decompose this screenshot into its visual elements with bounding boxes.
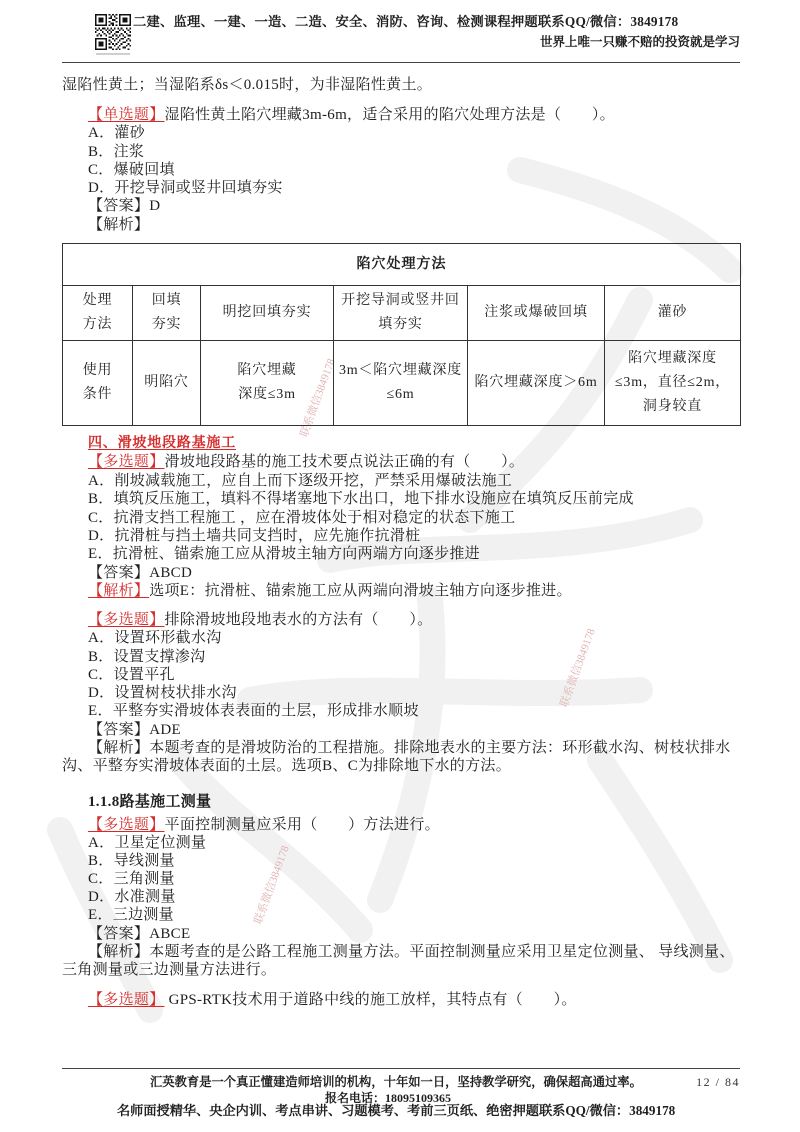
option-c: C．三角测量 <box>88 871 175 888</box>
question-5 <box>62 991 740 1009</box>
option-a: A．卫星定位测量 <box>88 835 207 852</box>
table-title: 陷穴处理方法 <box>63 244 741 286</box>
option-a: A．削坡减载施工，应自上而下逐级开挖，严禁采用爆破法施工 <box>88 472 513 489</box>
answer: 【答案】ADE <box>88 721 181 738</box>
watermark-text: 联系微信3849178 <box>558 627 598 709</box>
cell-line: 3m＜陷穴埋藏深度 <box>338 363 463 378</box>
option-d: D．水准测量 <box>88 889 176 906</box>
analysis-label: 【解析】 <box>88 583 150 600</box>
option-d: D．设置树枝状排水沟 <box>88 685 237 702</box>
question-text: 滑坡地段路基的施工技术要点说法正确的有（ ）。 <box>164 454 525 471</box>
section-heading <box>62 434 740 453</box>
question-text: GPS-RTK技术用于道路中线的施工放样，其特点有（ ）。 <box>164 992 577 1008</box>
table-cell <box>334 286 468 341</box>
footer-divider <box>62 1068 740 1069</box>
question-1 <box>62 106 740 234</box>
question-3 <box>62 611 740 776</box>
option-e: E．抗滑桩、锚索施工应从滑坡主轴方向两端方向逐步推进 <box>88 546 480 563</box>
question-type-label: 【多选题】 <box>88 612 165 628</box>
cell-line: 填夯实 <box>378 317 423 332</box>
cell-line: ≤3m，直径≤2m， <box>614 375 731 390</box>
table-cell <box>605 341 741 426</box>
analysis-text: 本题考查的是公路工程施工测量方法。平面控制测量应采用卫星定位测量、 导线测量、三角测量或三边测量方法进行。 <box>62 943 735 978</box>
sinkhole-treatment-table <box>62 243 741 426</box>
answer: 【答案】ABCE <box>88 925 191 942</box>
table-cell <box>334 341 468 426</box>
option-d: D．抗滑桩与挡土墙共同支挡时，应先施作抗滑桩 <box>88 528 421 545</box>
cell-line: 处理 <box>82 293 113 308</box>
table-cell-row-label <box>63 286 133 341</box>
option-d: D．开挖导洞或竖井回填夯实 <box>88 180 283 197</box>
option-b: B．填筑反压施工，填料不得堵塞地下水出口，地下排水设施应在填筑反压前完成 <box>88 491 634 508</box>
header-contact-line: 二建、监理、一建、一造、二造、安全、消防、咨询、检测课程押题联系QQ/微信：3849178 <box>133 14 679 29</box>
section-heading-text: 1.1.8路基施工测量 <box>88 794 212 810</box>
watermark-text: 联系微信3849178 <box>298 357 338 439</box>
cell-line: 方法 <box>82 317 113 332</box>
analysis-label: 【解析】 <box>88 943 150 960</box>
page-number: 12 / 84 <box>696 1075 740 1089</box>
question-type-label: 【多选题】 <box>88 454 165 471</box>
analysis-label: 【解析】 <box>88 740 150 757</box>
question-4 <box>62 816 740 979</box>
option-e: E．平整夯实滑坡体表表面的土层，形成排水顺坡 <box>88 703 419 720</box>
analysis <box>62 582 740 600</box>
cell-line: 明陷穴 <box>144 375 189 390</box>
cell-line: ≤6m <box>386 387 415 402</box>
question-stem <box>62 611 740 629</box>
option-c: C．爆破回填 <box>88 161 175 178</box>
option-c: C．设置平孔 <box>88 666 175 683</box>
question-text: 平面控制测量应采用（ ）方法进行。 <box>164 817 440 833</box>
cell-line: 条件 <box>82 387 113 402</box>
header-slogan: 世界上唯一只赚不赔的投资就是学习 <box>539 35 740 49</box>
answer: 【答案】D <box>88 198 161 215</box>
table-cell <box>605 286 741 341</box>
cell-line: 夯实 <box>151 317 182 332</box>
cell-line: 回填 <box>151 293 182 308</box>
table-cell <box>201 341 334 426</box>
option-b: B．注浆 <box>88 143 145 160</box>
analysis-text: 本题考查的是滑坡防治的工程措施。排除地表水的主要方法：环形截水沟、树枝状排水沟、平整夯实滑坡体表面的土层。选项B、C为排除地下水的方法。 <box>62 740 731 775</box>
watermark-text: 联系微信3849178 <box>252 844 292 926</box>
cell-line: 陷穴埋藏深度 <box>628 351 717 366</box>
option-b: B．设置支撑渗沟 <box>88 648 206 665</box>
table-header-row <box>63 244 741 286</box>
analysis <box>62 739 740 776</box>
question-text: 排除滑坡地段地表水的方法有（ ）。 <box>164 612 433 628</box>
cell-line: 深度≤3m <box>238 387 296 402</box>
table-cell-row-label <box>63 341 133 426</box>
question-stem <box>62 453 740 471</box>
option-e: E．三边测量 <box>88 907 174 924</box>
answer: 【答案】ABCD <box>88 564 193 581</box>
question-type-label: 【多选题】 <box>88 817 165 833</box>
option-a: A．设置环形截水沟 <box>88 630 222 647</box>
table-row-condition <box>63 341 741 426</box>
option-c: C．抗滑支挡工程施工 ，应在滑坡体处于相对稳定的状态下施工 <box>88 509 516 526</box>
question-stem <box>62 991 740 1009</box>
question-stem <box>62 106 740 124</box>
section-heading-text: 四、滑坡地段路基施工 <box>88 436 236 451</box>
question-text: 湿陷性黄土陷穴埋藏3m-6m，适合采用的陷穴处理方法是（ ）。 <box>164 107 615 123</box>
cell-line: 陷穴埋藏深度＞6m <box>474 375 598 390</box>
question-stem <box>62 816 740 834</box>
table-cell <box>468 341 605 426</box>
footer-phone: 报名电话：18095109365 <box>325 1091 452 1105</box>
analysis-label: 【解析】 <box>88 216 150 233</box>
qr-caption-mark <box>96 53 130 55</box>
analysis-text: 选项E：抗滑桩、锚索施工应从两端向滑坡主轴方向逐步推进。 <box>149 583 572 600</box>
question-type-label: 【单选题】 <box>88 107 165 123</box>
cell-line: 洞身较直 <box>642 399 703 414</box>
cell-line: 陷穴埋藏 <box>237 363 297 378</box>
intro-paragraph: 湿陷性黄土；当湿陷系δs＜0.015时，为非湿陷性黄土。 <box>62 77 433 93</box>
section-heading <box>62 793 740 811</box>
option-a: A．灌砂 <box>88 125 146 142</box>
question-type-label: 【多选题】 <box>88 992 165 1008</box>
cell-line: 明挖回填夯实 <box>222 305 312 320</box>
table-cell <box>201 286 334 341</box>
cell-line: 注浆或爆破回填 <box>484 305 588 320</box>
footer-contact: 名师面授精华、央企内训、考点串讲、习题模考、考前三页纸、绝密押题联系QQ/微信：3849178 <box>117 1103 676 1118</box>
table-cell <box>133 341 201 426</box>
footer-slogan: 汇英教育是一个真正懂建造师培训的机构，十年如一日，坚持教学研究，确保超高通过率。 <box>150 1075 642 1089</box>
cell-line: 灌砂 <box>657 305 688 320</box>
cell-line: 使用 <box>82 363 113 378</box>
cell-line: 开挖导洞或竖井回 <box>341 293 460 308</box>
table-row-method <box>63 286 741 341</box>
table-cell <box>468 286 605 341</box>
qr-code-icon <box>95 14 131 50</box>
question-2 <box>62 434 740 601</box>
option-b: B．导线测量 <box>88 853 175 870</box>
table-cell <box>133 286 201 341</box>
header-divider <box>62 62 740 63</box>
analysis <box>62 943 740 979</box>
